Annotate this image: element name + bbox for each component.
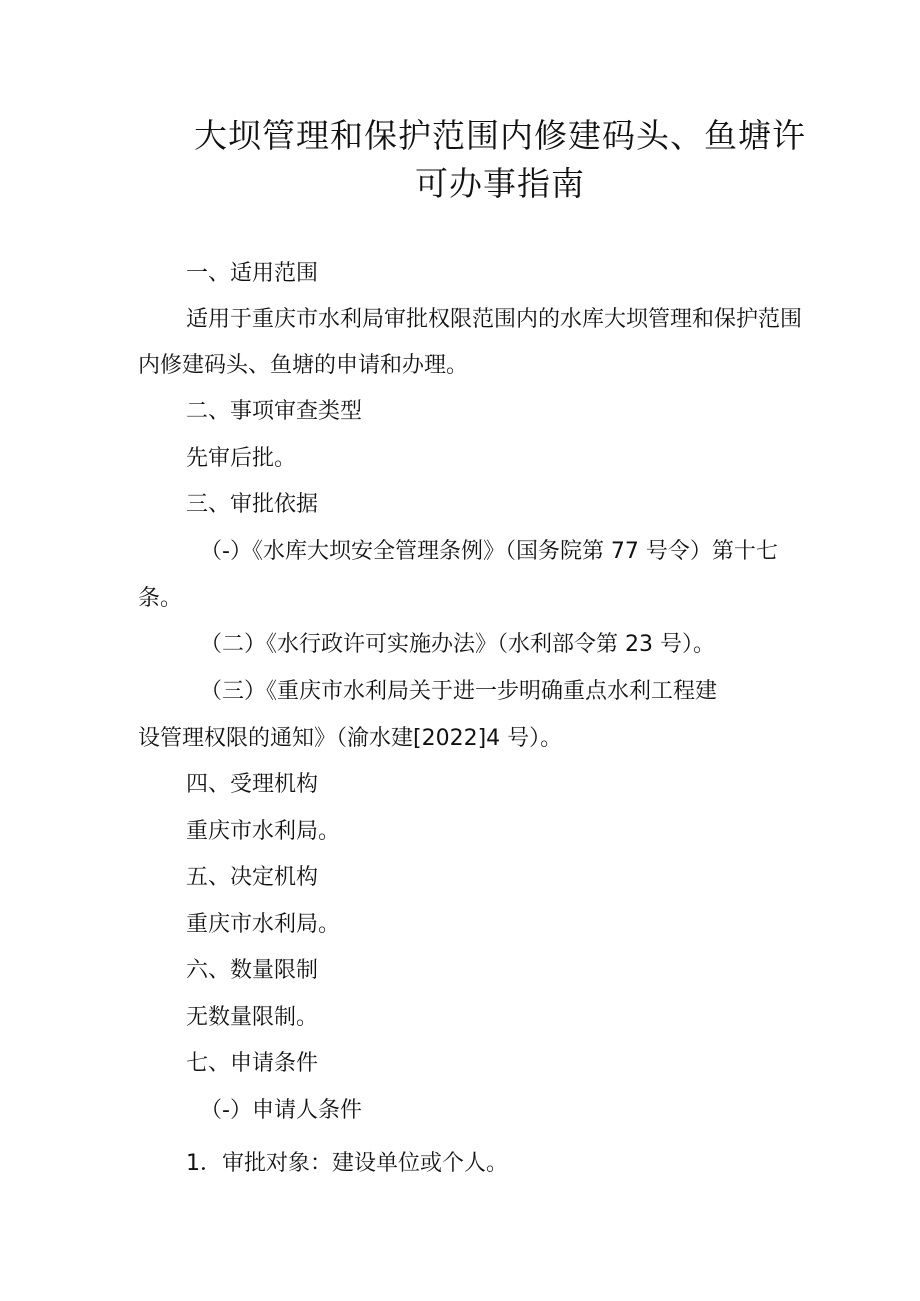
section-4-body: 重庆市水利局。 (186, 819, 341, 844)
section-1-heading: 一、适用范围 (186, 261, 319, 286)
document-title-line-2: 可办事指南 (415, 164, 585, 203)
section-1-body-line-2: 内修建码头、鱼塘的申请和办理。 (138, 353, 469, 378)
section-2-body: 先审后批。 (186, 446, 297, 471)
section-6-heading: 六、数量限制 (186, 958, 319, 983)
section-7-heading: 七、申请条件 (186, 1051, 319, 1076)
section-3-item-3-line-1: （三）《重庆市水利局关于进一步明确重点水利工程建 (200, 679, 718, 704)
section-3-item-1-line-2: 条。 (138, 586, 183, 611)
section-1-body-line-1: 适用于重庆市水利局审批权限范围内的水库大坝管理和保护范围 (186, 307, 803, 332)
section-3-item-2: （二）《水行政许可实施办法》（水利部令第 23 号）。 (200, 632, 715, 657)
section-4-heading: 四、受理机构 (186, 772, 319, 797)
section-5-heading: 五、决定机构 (186, 865, 319, 890)
section-7-subheading-1: （-）申请人条件 (200, 1098, 362, 1123)
section-7-item-1: 1．审批对象：建设单位或个人。 (186, 1151, 508, 1176)
section-2-heading: 二、事项审查类型 (186, 399, 363, 424)
section-5-body: 重庆市水利局。 (186, 912, 341, 937)
section-6-body: 无数量限制。 (186, 1005, 319, 1030)
section-3-item-1-line-1: （-）《水库大坝安全管理条例》（国务院第 77 号令）第十七 (200, 539, 778, 564)
section-3-item-3-line-2: 设管理权限的通知》（渝水建[2022]4 号）。 (138, 726, 563, 751)
document-title-line-1: 大坝管理和保护范围内修建码头、鱼塘许 (194, 116, 806, 155)
section-3-heading: 三、审批依据 (186, 492, 319, 517)
